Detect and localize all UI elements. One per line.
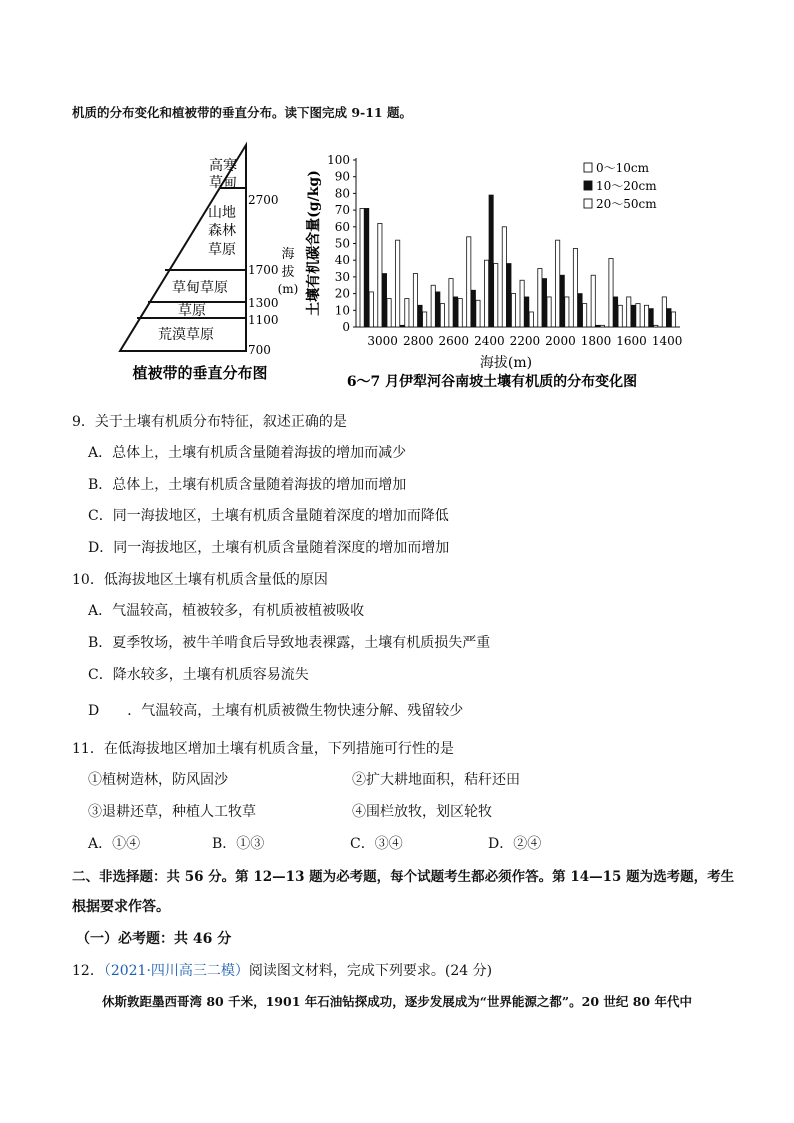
q10-option-c[interactable]: C．降水较多，土壤有机质容易流失 [88, 667, 309, 683]
zone-label-forest-steppe-1: 山地 [208, 205, 236, 221]
q11-stem: 11．在低海拔地区增加土壤有机质含量，下列措施可行性的是 [72, 741, 454, 757]
q12-number: 12． [72, 963, 104, 979]
bar-1500-series-3 [654, 325, 658, 327]
bar-1700-series-3 [618, 305, 622, 327]
bar-2400-series-1 [484, 260, 488, 327]
y-tick-label: 80 [334, 186, 350, 201]
bar-2700-series-1 [431, 285, 435, 327]
bar-1500-series-1 [644, 305, 648, 327]
bar-2300-series-3 [511, 294, 515, 327]
bar-3100-series-2 [365, 208, 369, 327]
bar-1900-series-1 [573, 249, 577, 327]
bar-2900-series-2 [400, 325, 404, 327]
elev-axis-label-3: (m) [277, 282, 299, 296]
q12-material-paragraph: 休斯敦距墨西哥湾 80 千米，1901 年石油钻探成功，逐步发展成为“世界能源之都”。20 世纪 80 年代中 [102, 994, 692, 1009]
q10-option-b[interactable]: B．夏季牧场，被牛羊啃食后导致地表裸露，土壤有机质损失严重 [88, 635, 491, 651]
x-tick-label: 1600 [616, 334, 647, 348]
q11-item-4: ④围栏放牧，划区轮牧 [352, 804, 492, 820]
zone-label-steppe: 草原 [178, 303, 206, 319]
bar-2400-series-3 [494, 264, 498, 327]
part2-heading-line2: 根据要求作答。 [72, 899, 170, 915]
y-tick-label: 40 [334, 253, 350, 268]
bar-2700-series-3 [440, 304, 444, 327]
zone-label-alpine-meadow-1: 高寒 [209, 158, 237, 174]
bar-1700-series-2 [613, 297, 617, 327]
bar-1500-series-2 [649, 309, 653, 327]
bar-1900-series-3 [583, 304, 587, 327]
zone-label-meadow-steppe: 草甸草原 [172, 280, 228, 296]
x-tick-label: 1800 [580, 334, 612, 348]
zone-label-forest-steppe-2: 森林 [208, 223, 236, 239]
bar-2000-series-1 [556, 240, 560, 327]
elev-tick-2700: 2700 [248, 193, 279, 207]
bar-2200-series-2 [525, 297, 529, 327]
bar-1600-series-1 [627, 297, 631, 327]
q10-stem: 10．低海拔地区土壤有机质含量低的原因 [72, 572, 328, 588]
q11-choice-b[interactable]: B．①③ [212, 836, 265, 852]
elev-tick-1100: 1100 [248, 313, 279, 327]
legend-label-3: 20～50cm [596, 197, 657, 211]
bar-1600-series-3 [636, 304, 640, 327]
y-tick-label: 20 [334, 286, 350, 301]
q9-option-d[interactable]: D．同一海拔地区，土壤有机质含量随着深度的增加而增加 [88, 540, 450, 556]
y-tick-label: 10 [334, 303, 350, 318]
q10-option-a[interactable]: A．气温较高，植被较多，有机质被植被吸收 [88, 603, 365, 619]
chart-ylabel: 土壤有机碳含量(g/kg) [306, 170, 322, 316]
y-tick-label: 30 [334, 269, 350, 284]
bar-3100-series-3 [369, 292, 373, 327]
bar-2200-series-1 [520, 280, 524, 327]
bar-2800-series-1 [413, 274, 417, 327]
q9-option-a[interactable]: A．总体上，土壤有机质含量随着海拔的增加而减少 [88, 445, 407, 461]
bar-2400-series-2 [489, 195, 493, 327]
elev-axis-label-2: 拔 [281, 265, 295, 280]
x-tick-label: 2000 [545, 334, 576, 348]
bar-2700-series-2 [436, 292, 440, 327]
bar-2300-series-1 [502, 227, 506, 327]
y-tick-label: 70 [334, 203, 350, 218]
q12-line [72, 960, 492, 980]
bar-2500-series-3 [476, 300, 480, 327]
vegetation-zone-figure [110, 140, 310, 390]
q11-choice-d[interactable]: D．②④ [488, 836, 542, 852]
chart-xlabel: 海拔(m) [479, 355, 533, 371]
bar-1800-series-1 [591, 275, 595, 327]
bar-2900-series-1 [396, 240, 400, 327]
bar-1900-series-2 [578, 294, 582, 327]
bar-1800-series-3 [600, 325, 604, 327]
bar-3000-series-1 [378, 223, 382, 327]
part2-required-heading: （一）必考题：共 46 分 [76, 931, 232, 947]
part2-heading-line1: 二、非选择题：共 56 分。第 12—13 题为必考题，每个试题考生都必须作答。第 14—15 题为选考题，考生 [72, 869, 735, 885]
bar-2800-series-3 [423, 312, 427, 327]
bar-2500-series-2 [471, 290, 475, 327]
legend-swatch-3 [584, 199, 592, 208]
bar-1800-series-2 [596, 325, 600, 327]
bar-1400-series-2 [667, 309, 671, 327]
q9-stem: 9．关于土壤有机质分布特征，叙述正确的是 [72, 414, 347, 430]
elev-axis-label-1: 海 [281, 247, 295, 262]
bar-2000-series-2 [560, 275, 564, 327]
intro-line: 机质的分布变化和植被带的垂直分布。读下图完成 9-11 题。 [72, 105, 412, 120]
zone-label-forest-steppe-3: 草原 [208, 242, 236, 258]
zone-label-alpine-meadow-2: 草甸 [209, 175, 237, 191]
x-tick-label: 2400 [474, 334, 505, 348]
y-tick-label: 90 [334, 169, 350, 184]
chart-title: 6～7 月伊犁河谷南坡土壤有机质的分布变化图 [346, 374, 638, 390]
bar-3000-series-2 [382, 274, 386, 327]
bar-2000-series-3 [565, 297, 569, 327]
bar-2900-series-3 [405, 299, 409, 327]
y-tick-label: 60 [334, 219, 350, 234]
bar-1600-series-2 [631, 305, 635, 327]
bar-2100-series-1 [538, 269, 542, 327]
soil-organic-carbon-chart [296, 145, 700, 395]
q12-source: （2021·四川高三二模） [103, 963, 249, 979]
elev-tick-700: 700 [248, 343, 271, 357]
x-tick-label: 2200 [509, 334, 541, 348]
q9-option-c[interactable]: C．同一海拔地区，土壤有机质含量随着深度的增加而降低 [88, 508, 449, 524]
bar-2500-series-1 [467, 237, 471, 327]
q11-item-1: ①植树造林，防风固沙 [88, 772, 228, 788]
bar-2800-series-2 [418, 305, 422, 327]
bar-2300-series-2 [507, 264, 511, 327]
x-tick-label: 2800 [402, 334, 434, 348]
q9-option-b[interactable]: B．总体上，土壤有机质含量随着海拔的增加而增加 [88, 477, 407, 493]
q11-item-3: ③退耕还草，种植人工牧草 [88, 804, 256, 820]
legend-swatch-1 [584, 163, 592, 172]
bar-2600-series-3 [458, 299, 462, 327]
x-tick-label: 1400 [651, 334, 683, 348]
bar-2100-series-3 [547, 297, 551, 327]
bar-2600-series-2 [453, 297, 457, 327]
q11-item-2: ②扩大耕地面积，秸秆还田 [352, 772, 520, 788]
bar-3000-series-3 [387, 299, 391, 327]
y-tick-label: 0 [342, 320, 350, 334]
bar-2600-series-1 [449, 279, 453, 327]
bar-1400-series-1 [662, 297, 666, 327]
legend-swatch-2 [584, 181, 592, 190]
bar-3100-series-1 [360, 208, 364, 327]
q12-stem: 阅读图文材料，完成下列要求。(24 分) [248, 963, 493, 979]
elev-tick-1700: 1700 [248, 263, 279, 277]
q10-option-d[interactable]: D ．气温较高，土壤有机质被微生物快速分解、残留较少 [88, 703, 464, 719]
bar-1700-series-1 [609, 259, 613, 327]
y-tick-label: 50 [334, 236, 350, 251]
legend-label-1: 0～10cm [596, 161, 650, 175]
q11-choice-a[interactable]: A．①④ [88, 836, 141, 852]
bar-1400-series-3 [671, 312, 675, 327]
x-tick-label: 3000 [367, 334, 398, 348]
y-tick-label: 100 [327, 153, 350, 167]
legend-label-2: 10～20cm [596, 179, 657, 193]
x-tick-label: 2600 [438, 334, 470, 348]
q11-choice-c[interactable]: C．③④ [350, 836, 403, 852]
bar-2100-series-2 [542, 279, 546, 327]
fig-left-caption: 植被带的垂直分布图 [132, 364, 268, 382]
elev-tick-1300: 1300 [248, 296, 279, 310]
zone-label-desert-steppe: 荒漠草原 [158, 327, 214, 343]
bar-2200-series-3 [529, 312, 533, 327]
